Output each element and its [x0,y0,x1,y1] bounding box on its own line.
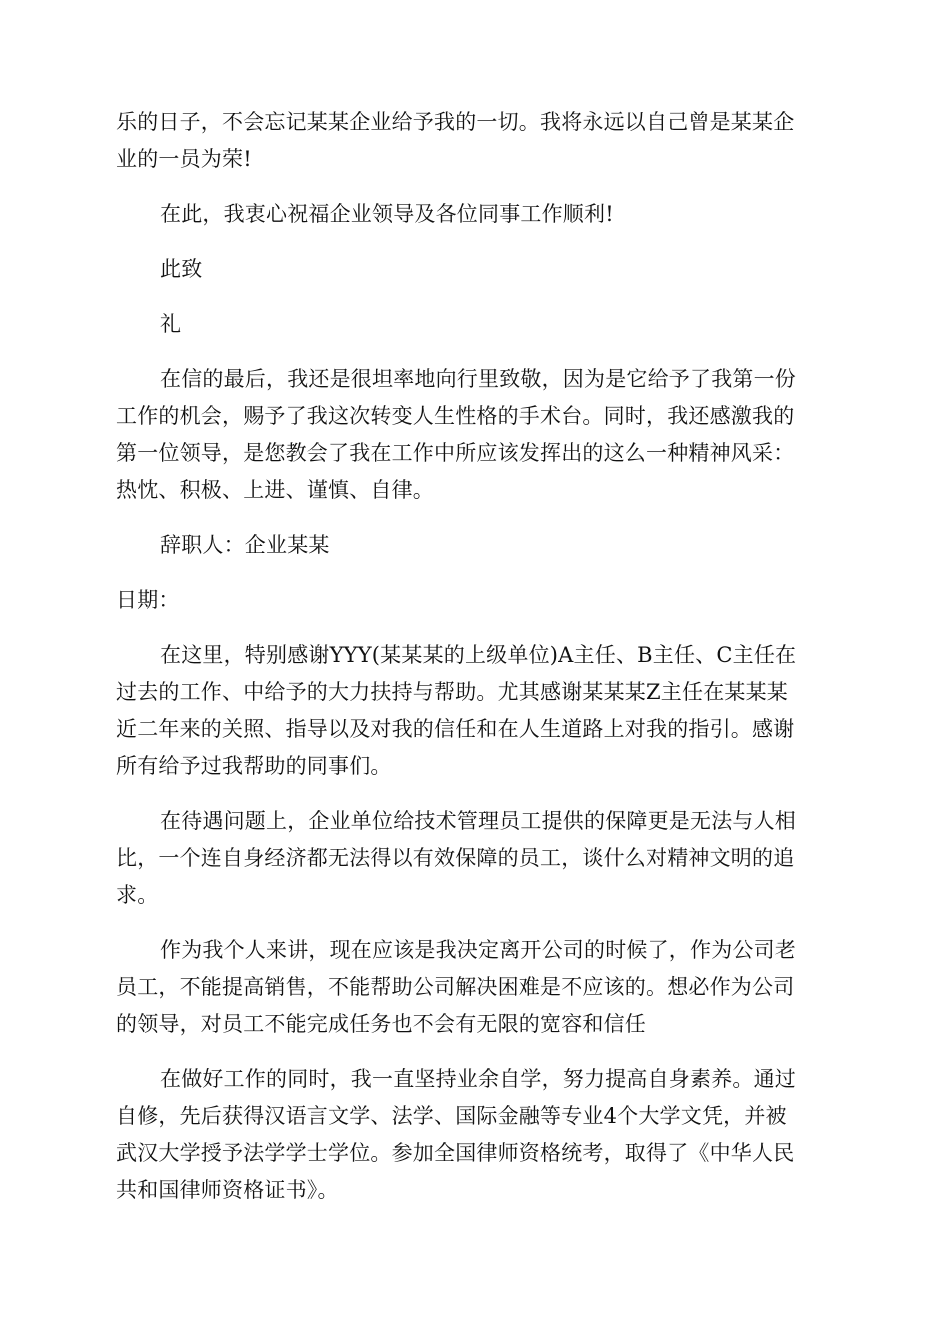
text-line: 近二年来的关照、指导以及对我的信任和在人生道路上对我的指引。感谢 [116,717,795,741]
text-line: 热忱、积极、上进、谨慎、自律。 [116,478,434,502]
text-line: 自修，先后获得汉语言文学、法学、国际金融等专业4个大学文凭，并被 [116,1104,787,1128]
text-line: 乐的日子，不会忘记某某企业给予我的一切。我将永远以自己曾是某某企 [116,110,795,134]
text-line: 所有给予过我帮助的同事们。 [116,754,392,778]
text-line: 在这里，特别感谢YYY(某某某的上级单位)A主任、B主任、C主任在 [160,643,797,667]
paragraph-special-thanks [116,637,832,785]
text-line: 第一位领导，是您教会了我在工作中所应该发挥出的这么一种精神风采： [116,441,795,465]
text-line: 求。 [116,883,159,907]
paragraph-final-thanks [116,361,832,509]
text-line: 在做好工作的同时，我一直坚持业余自学，努力提高自身素养。通过 [160,1067,796,1091]
text-line: 比，一个连自身经济都无法得以有效保障的员工，谈什么对精神文明的追 [116,846,795,870]
date-line: 日期： [116,588,180,612]
text-line: 武汉大学授予法学学士学位。参加全国律师资格统考，取得了《中华人民 [116,1141,795,1165]
document-body [116,104,832,1227]
text-line: 共和国律师资格证书》。 [116,1178,339,1202]
text-line: 业的一员为荣! [116,147,252,171]
salutation-li: 礼 [160,312,182,336]
text-line: 的领导，对员工不能完成任务也不会有无限的宽容和信任 [116,1012,646,1036]
salutation-cizhi: 此致 [160,257,203,281]
text-line: 工作的机会，赐予了我这次转变人生性格的手术台。同时，我还感激我的 [116,404,795,428]
text-line: 作为我个人来讲，现在应该是我决定离开公司的时候了，作为公司老 [160,938,796,962]
text-line: 在待遇问题上，企业单位给技术管理员工提供的保障更是无法与人相 [160,809,796,833]
paragraph-closing-continuation [116,104,832,178]
signature-line: 辞职人：企业某某 [160,533,330,557]
paragraph-personal-decision [116,932,832,1043]
text-line: 在信的最后，我还是很坦率地向行里致敬，因为是它给予了我第一份 [160,367,796,391]
paragraph-treatment [116,803,832,914]
text-line: 员工，不能提高销售，不能帮助公司解决困难是不应该的。想必作为公司 [116,975,795,999]
paragraph-blessing: 在此，我衷心祝福企业领导及各位同事工作顺利! [160,202,614,226]
text-line: 过去的工作、中给予的大力扶持与帮助。尤其感谢某某某Z主任在某某某 [116,680,788,704]
paragraph-self-study [116,1061,832,1209]
